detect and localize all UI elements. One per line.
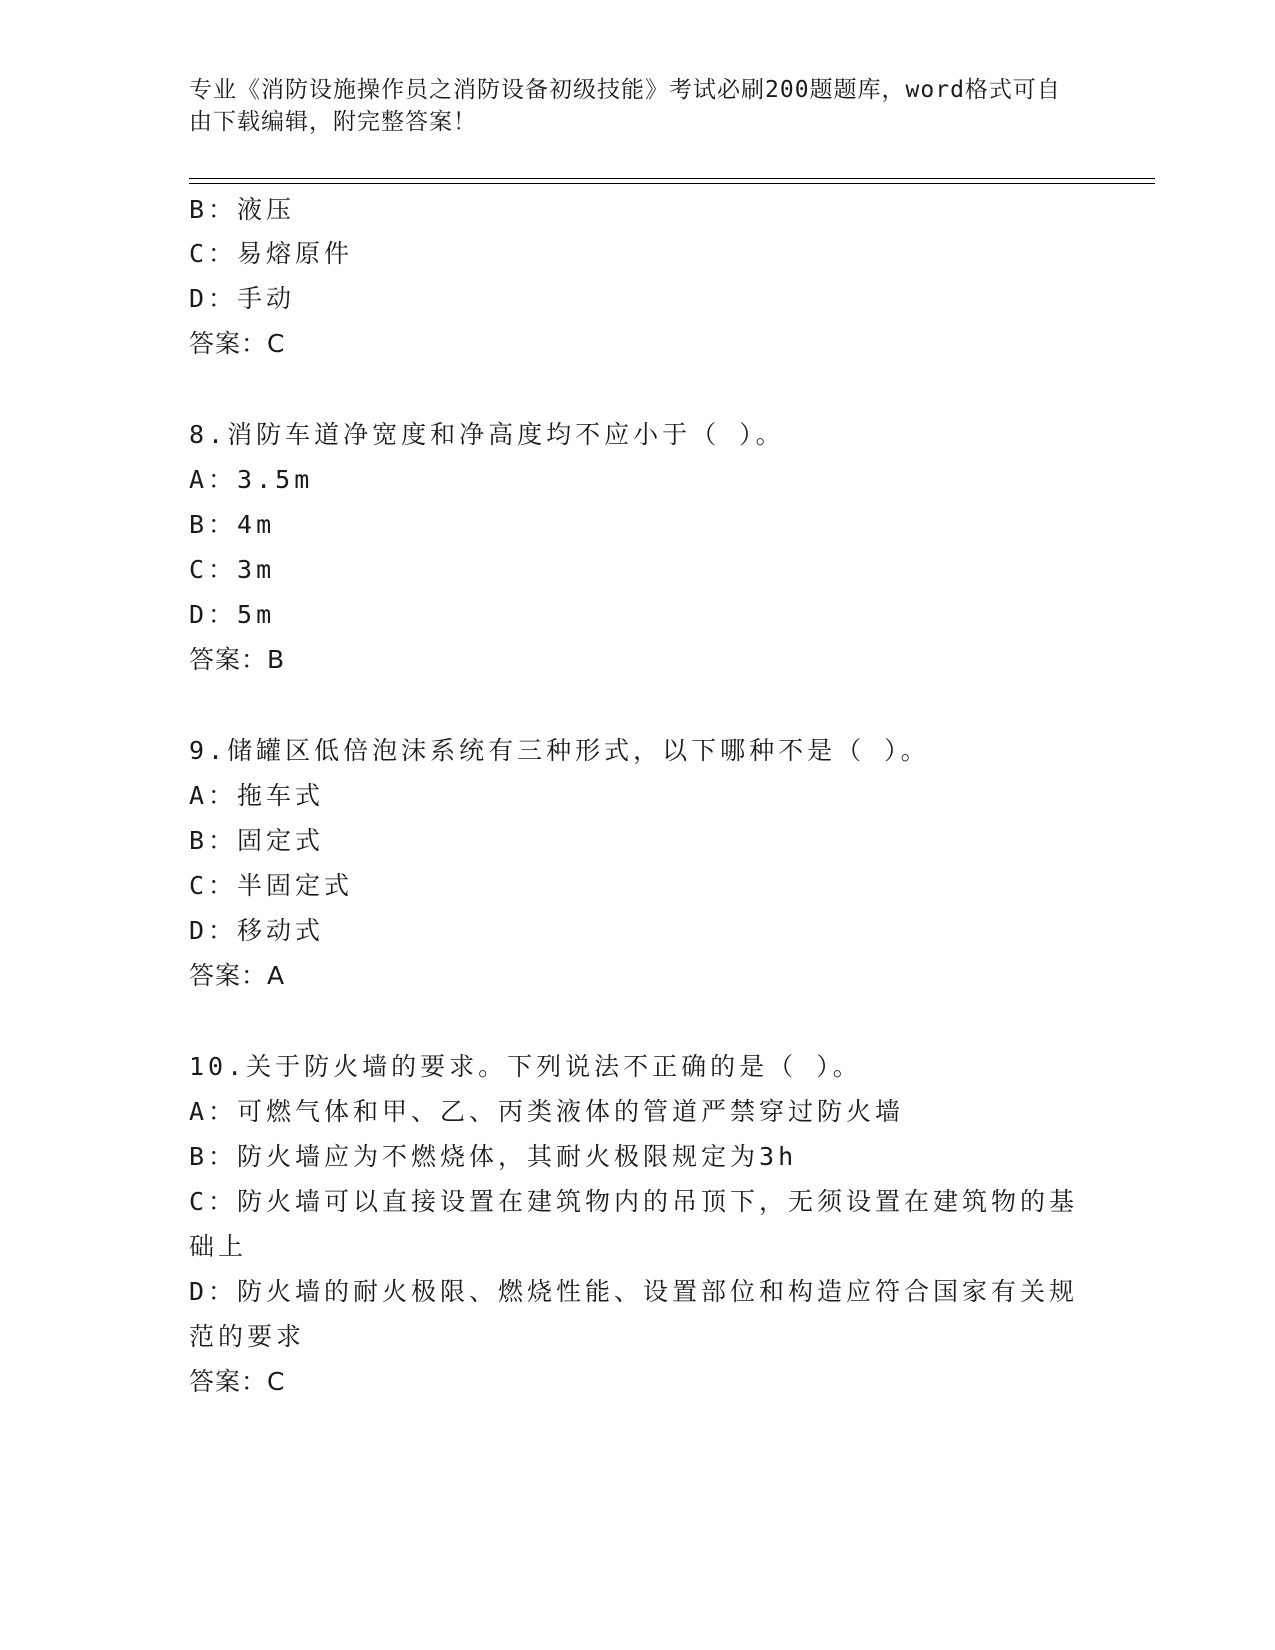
q8-option-a: A：3.5m <box>189 465 314 494</box>
q9-question: 9.储罐区低倍泡沫系统有三种形式，以下哪种不是（ ）。 <box>189 736 930 765</box>
q9-option-b: B：固定式 <box>189 826 325 855</box>
q8-option-c: C：3m <box>189 555 276 584</box>
q7-option-d: D：手动 <box>189 284 296 313</box>
q8-option-b: B：4m <box>189 510 276 539</box>
header-divider-secondary <box>189 183 1155 184</box>
q10-option-c: C：防火墙可以直接设置在建筑物内的吊顶下，无须设置在建筑物的基 <box>189 1187 1079 1216</box>
q10-question: 10.关于防火墙的要求。下列说法不正确的是（ ）。 <box>189 1052 862 1081</box>
q8-option-d: D：5m <box>189 600 276 629</box>
q10-answer: 答案：C <box>189 1367 286 1396</box>
q10-option-b: B：防火墙应为不燃烧体，其耐火极限规定为3h <box>189 1142 798 1171</box>
header-divider <box>189 178 1155 179</box>
q10-option-c-continued: 础上 <box>189 1232 248 1261</box>
q8-question: 8.消防车道净宽度和净高度均不应小于（ ）。 <box>189 420 785 449</box>
q10-option-d: D：防火墙的耐火极限、燃烧性能、设置部位和构造应符合国家有关规 <box>189 1277 1079 1306</box>
q10-option-a: A：可燃气体和甲、乙、丙类液体的管道严禁穿过防火墙 <box>189 1097 905 1126</box>
q7-option-b: B：液压 <box>189 195 296 224</box>
q10-option-d-continued: 范的要求 <box>189 1322 306 1351</box>
q9-answer: 答案：A <box>189 961 286 990</box>
q8-answer: 答案：B <box>189 645 286 674</box>
document-header: 专业《消防设施操作员之消防设备初级技能》考试必刷200题题库，word格式可自由下载编辑，附完整答案！ <box>189 77 1061 135</box>
q7-option-c: C：易熔原件 <box>189 239 354 268</box>
q9-option-a: A：拖车式 <box>189 781 325 810</box>
q9-option-c: C：半固定式 <box>189 871 354 900</box>
q9-option-d: D：移动式 <box>189 916 325 945</box>
q7-answer: 答案：C <box>189 329 286 358</box>
